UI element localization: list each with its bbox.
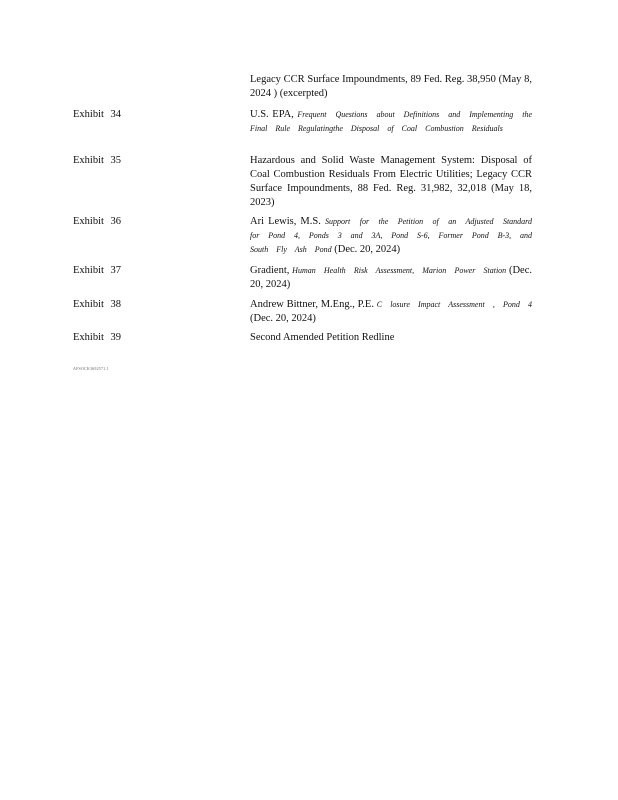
exhibit-label: Exhibit 34	[73, 109, 122, 120]
exhibit-label: Exhibit 36	[73, 216, 122, 227]
document-footer-id: AFSOCK3692571.1	[73, 366, 109, 371]
exhibit-desc-title: Support for the Petition of an Adjusted Standard for Pond 4, Ponds 3 and 3A, Pond S-6, Former Pond B-3, and South Fly Ash Pond	[250, 217, 532, 254]
exhibit-desc-text: Ari Lewis, M.S.	[250, 216, 325, 227]
exhibit-label: Exhibit 37	[73, 265, 122, 276]
exhibit-description	[250, 108, 532, 136]
exhibit-desc-date: (Dec. 20, 2024)	[250, 313, 316, 324]
exhibit-label: Exhibit 38	[73, 299, 122, 310]
exhibit-desc-date: (Dec. 20, 2024)	[331, 244, 401, 255]
intro-continuation-text: Legacy CCR Surface Impoundments, 89 Fed. Reg. 38,950 (May 8, 2024 ) (excerpted)	[250, 74, 532, 99]
exhibit-label: Exhibit 39	[73, 332, 122, 343]
exhibit-desc-date: (Dec. 20, 2024)	[250, 265, 532, 290]
exhibit-desc-title: Human Health Risk Assessment, Marion Power Station	[292, 266, 507, 275]
exhibit-desc-text: Hazardous and Solid Waste Management System: Disposal of Coal Combustion Residuals From Electric Utilities; Legacy CCR Surface Impoundments, 88 Fed. Reg. 31,982, 32,018 (May 18, 2023)	[250, 155, 532, 208]
exhibit-description	[250, 264, 532, 292]
exhibit-label: Exhibit 35	[73, 155, 122, 166]
exhibit-description	[250, 215, 532, 257]
exhibit-desc-text: U.S. EPA,	[250, 109, 298, 120]
exhibit-desc-title: C losure Impact Assessment , Pond 4	[376, 300, 532, 309]
exhibit-desc-text: Second Amended Petition Redline	[250, 332, 395, 343]
exhibit-description	[250, 154, 532, 210]
exhibit-desc-text: Gradient,	[250, 265, 293, 276]
exhibit-desc-text: Andrew Bittner, M.Eng., P.E.	[250, 299, 377, 310]
exhibit-description	[250, 298, 532, 326]
exhibit-desc-title: Frequent Questions about Definitions and Implementing the Final Rule Regulatingthe Disposal of Coal Combustion Residuals	[250, 110, 532, 133]
exhibit-description	[250, 331, 532, 345]
